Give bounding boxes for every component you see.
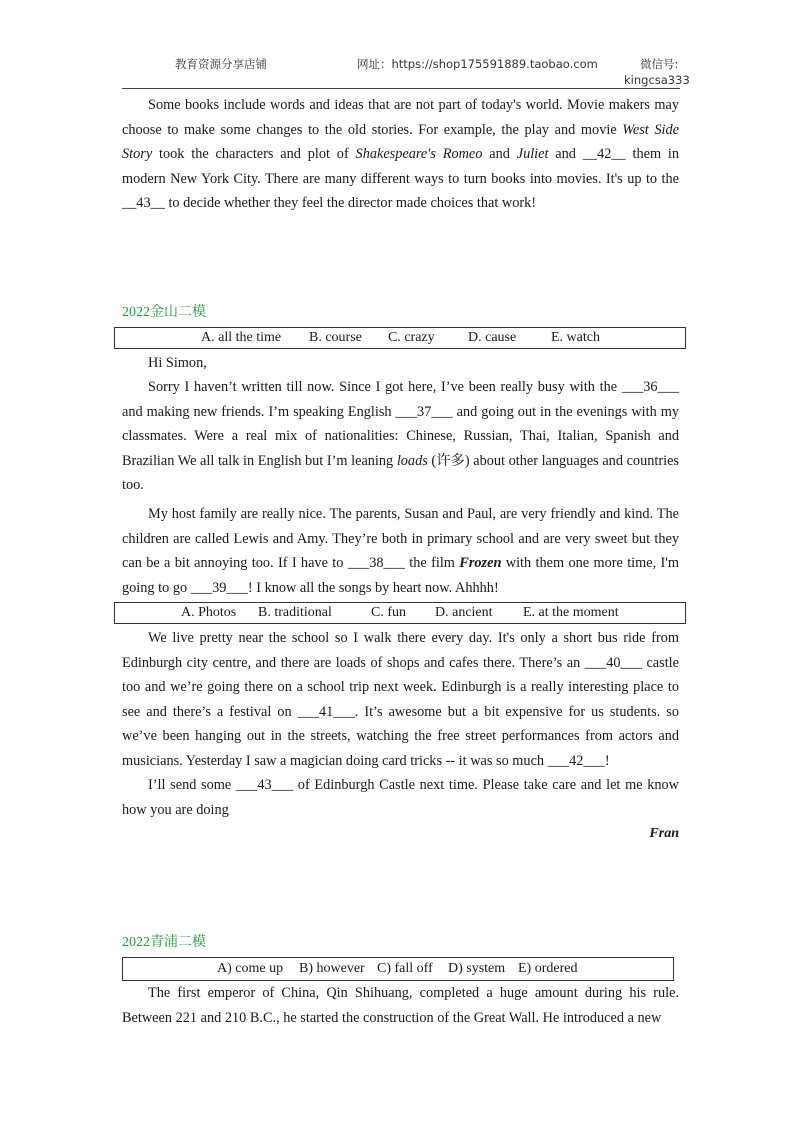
italic-title-west-side-story: West Side Story <box>122 121 680 162</box>
text-run: and <box>482 146 517 162</box>
word-bank-box-1 <box>114 327 686 349</box>
section-title-qingpu: 2022青浦二模 <box>122 935 206 950</box>
letter-paragraph-2 <box>122 502 679 600</box>
italic-title-juliet: Juliet <box>516 146 549 162</box>
text-run: Sorry I haven’t written till now. Since I got here, I’ve been really busy with the ___36___ and making new friends. I’m speaking English ___37___ and going out in the evenings with my classmates. Were a real mix of nationalities: Chinese, Russian, Thai, Italian, Spanish and Brazilian We all talk in English but I’m leaning <box>122 379 679 469</box>
word-option: C. crazy <box>388 330 435 345</box>
header-shop-name: 教育资源分享店铺 <box>175 57 267 71</box>
text-run: with them one more time, I'm going to go ___39___! I know all the songs by heart now. Ahhhh! <box>122 555 679 596</box>
italic-word-loads: loads <box>396 452 428 469</box>
qingpu-paragraph-1: The first emperor of China, Qin Shihuang, completed a huge amount during his rule. Between 221 and 210 B.C., he started the construction of the Great Wall. He introduced a new <box>122 985 679 1026</box>
word-option: E. at the moment <box>523 605 619 620</box>
text-run: My host family are really nice. The parents, Susan and Paul, are very friendly and kind. The children are called Lewis and Amy. They’re both in primary school and are very sweet but they can be a bit annoying too. If I have to ___38___ the film <box>122 506 679 571</box>
top-passage-paragraph <box>122 93 679 216</box>
header-wechat-id: kingcsa333 <box>624 73 690 87</box>
text-run: took the characters and plot of <box>152 146 356 162</box>
letter-greeting: Hi Simon, <box>148 355 207 371</box>
word-option: A. all the time <box>201 330 282 345</box>
letter-signature: Fran <box>649 826 679 841</box>
word-bank-box-2 <box>114 602 686 624</box>
word-option: D) system <box>448 961 506 976</box>
word-option: C. fun <box>371 605 406 620</box>
letter-paragraph-4: I’ll send some ___43___ of Edinburgh Castle next time. Please take care and let me know how you are doing <box>122 777 679 818</box>
text-run: (许多) about other languages and countries too. <box>122 452 679 493</box>
word-option: B. course <box>309 330 362 345</box>
word-option: B) however <box>299 961 365 976</box>
section-title-jinshan: 2022金山二模 <box>122 305 206 320</box>
header-divider <box>122 88 680 89</box>
header-url[interactable]: 网址：https://shop175591889.taobao.com <box>357 57 598 71</box>
text-run: and __42__ them in modern New York City. There are many different ways to turn books into movies. It's up to the __43__ to decide whether they feel the director made choices that work! <box>122 146 680 211</box>
bold-italic-title-frozen: Frozen <box>459 555 502 571</box>
word-bank-box-3 <box>122 957 674 981</box>
word-option: B. traditional <box>258 605 332 620</box>
italic-title-romeo: Shakespeare's Romeo <box>355 146 483 162</box>
word-option: E) ordered <box>518 961 578 976</box>
word-option: E. watch <box>551 330 600 345</box>
word-option: A. Photos <box>181 605 237 620</box>
word-option: D. cause <box>468 330 517 345</box>
letter-paragraph-3: We live pretty near the school so I walk there every day. It's only a short bus ride from Edinburgh city centre, and there are loads of shops and cafes there. There’s an ___40___ castle too and we’re going there on a school trip next week. Edinburgh is a really interesting place to see and there’s a festival on ___41___. It’s awesome but a bit expensive for us students. so we’ve been hanging out in the streets, watching the free street performances from actors and musicians. Yesterday I saw a magician doing card tricks -- it was so much ___42___! <box>122 630 679 769</box>
word-option: A) come up <box>217 961 284 976</box>
word-option: C) fall off <box>377 961 433 976</box>
text-run: Some books include words and ideas that are not part of today's world. Movie makers may choose to make some changes to the old stories. For example, the play and movie <box>122 97 679 138</box>
letter-paragraph-1 <box>122 375 679 498</box>
header-wechat-label: 微信号: <box>640 57 679 71</box>
word-option: D. ancient <box>435 605 493 620</box>
